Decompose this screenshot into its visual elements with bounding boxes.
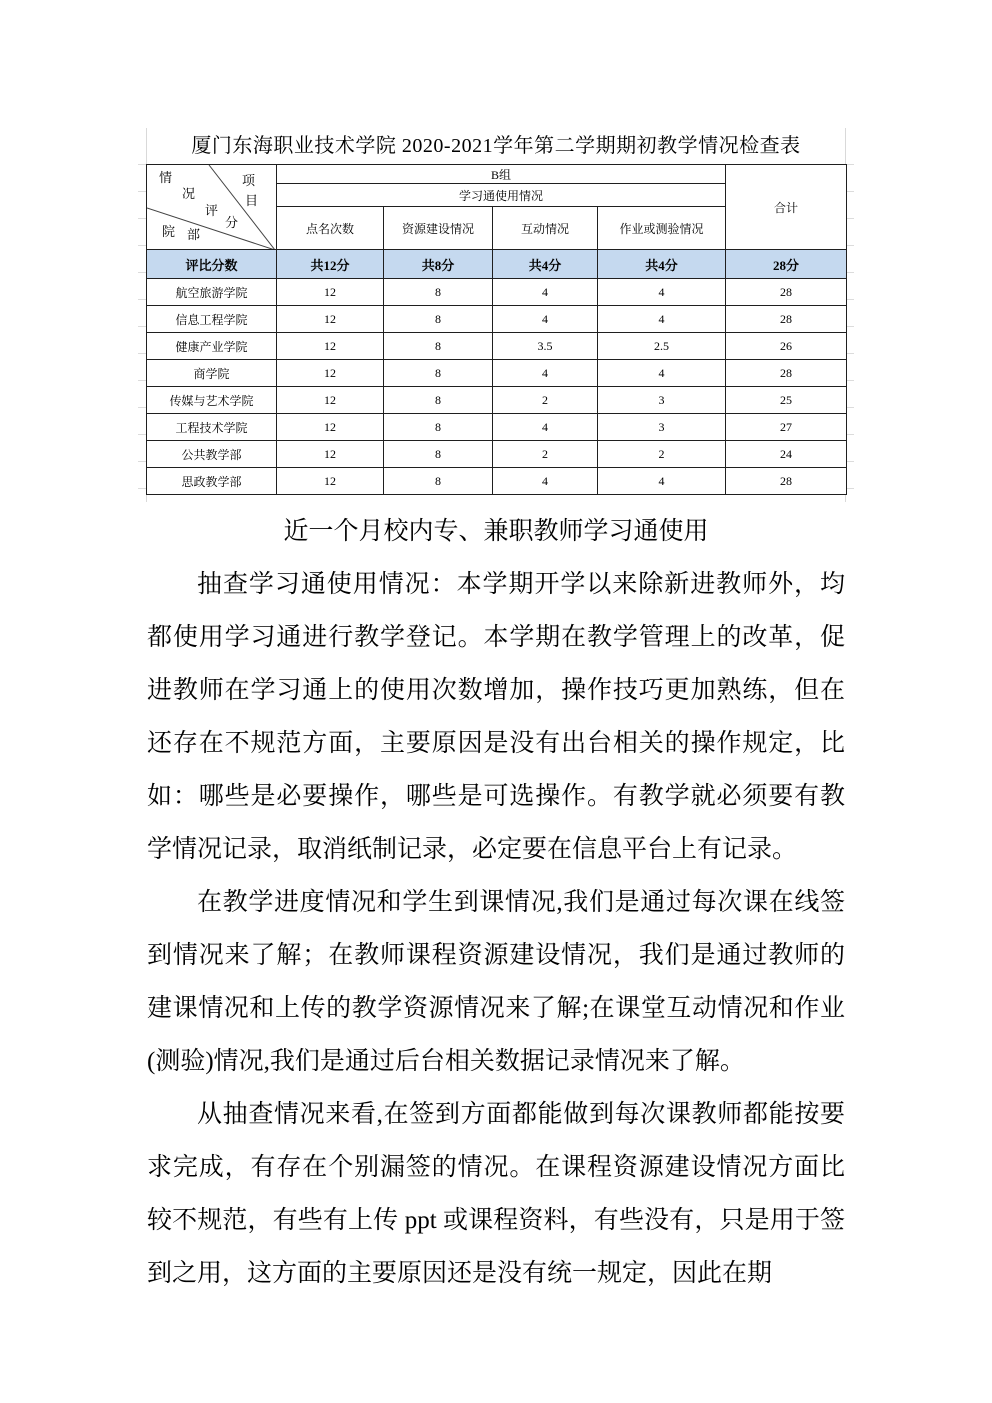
cell: 12 (277, 468, 384, 495)
cell: 8 (384, 360, 493, 387)
cell: 28 (726, 279, 847, 306)
paragraph-1: 抽查学习通使用情况：本学期开学以来除新进教师外，均都使用学习通进行教学登记。本学期在教学管理上的改革，促进教师在学习通上的使用次数增加，操作技巧更加熟练，但在还存在不规范方面，主要原因是没有出台相关的操作规定，比如：哪些是必要操作，哪些是可选操作。有教学就必须要有教学情况记录，取消纸制记录，必定要在信息平台上有记录。 (147, 571, 845, 863)
row-label: 评比分数 (147, 250, 277, 279)
cell: 12 (277, 387, 384, 414)
cell: 4 (598, 468, 726, 495)
cell: 3 (598, 387, 726, 414)
cell: 4 (493, 306, 598, 333)
column-header: 互动情况 (493, 207, 598, 250)
cell: 4 (598, 279, 726, 306)
corner-label-qing: 情 (159, 170, 173, 185)
cell: 4 (493, 360, 598, 387)
cell: 4 (493, 468, 598, 495)
gridline-stub-bottom-left (146, 494, 147, 502)
gridline-stubs-left (138, 164, 146, 495)
table-row (147, 441, 847, 468)
row-label: 公共教学部 (147, 441, 277, 468)
cell: 8 (384, 414, 493, 441)
cell: 3 (598, 414, 726, 441)
cell: 12 (277, 333, 384, 360)
cell: 共8分 (384, 250, 493, 279)
cell: 28 (726, 306, 847, 333)
cell: 共4分 (598, 250, 726, 279)
cell: 8 (384, 387, 493, 414)
cell: 28分 (726, 250, 847, 279)
row-label: 商学院 (147, 360, 277, 387)
table-row (147, 306, 847, 333)
column-header: 点名次数 (277, 207, 384, 250)
row-label: 航空旅游学院 (147, 279, 277, 306)
cell: 8 (384, 441, 493, 468)
cell: 共4分 (493, 250, 598, 279)
table-title: 厦门东海职业技术学院 2020-2021学年第二学期期初教学情况检查表 (146, 128, 846, 164)
cell: 12 (277, 279, 384, 306)
table-row (147, 333, 847, 360)
diagonal-header-graphic (147, 165, 275, 249)
cell: 12 (277, 414, 384, 441)
score-row (147, 250, 847, 279)
gridline-stub-bottom-right (845, 494, 846, 502)
row-label: 传媒与艺术学院 (147, 387, 277, 414)
corner-label-mu: 目 (245, 193, 259, 208)
corner-label-fen: 分 (225, 215, 239, 230)
corner-label-kuang: 况 (182, 186, 196, 201)
paragraph-3: 从抽查情况来看,在签到方面都能做到每次课教师都能按要求完成，有存在个别漏签的情况。在课程资源建设情况方面比较不规范，有些有上传 ppt 或课程资料，有些没有，只是用于签到之用，这方面的主要原因还是没有统一规定，因此在期 (147, 1101, 845, 1287)
table-row (147, 468, 847, 495)
gridline-stubs-right (846, 164, 854, 495)
cell: 8 (384, 468, 493, 495)
column-header: 资源建设情况 (384, 207, 493, 250)
score-table (146, 164, 847, 495)
row-label: 思政教学部 (147, 468, 277, 495)
row-label: 工程技术学院 (147, 414, 277, 441)
cell: 26 (726, 333, 847, 360)
corner-label-yuan: 院 (162, 224, 176, 239)
table-row (147, 279, 847, 306)
row-label: 信息工程学院 (147, 306, 277, 333)
cell: 25 (726, 387, 847, 414)
subgroup-header: 学习通使用情况 (277, 184, 726, 207)
cell: 2.5 (598, 333, 726, 360)
cell: 4 (598, 306, 726, 333)
cell: 12 (277, 360, 384, 387)
total-header: 合计 (726, 165, 847, 250)
cell: 8 (384, 306, 493, 333)
cell: 4 (598, 360, 726, 387)
row-label: 健康产业学院 (147, 333, 277, 360)
table-row (147, 360, 847, 387)
paragraph-2: 在教学进度情况和学生到课情况,我们是通过每次课在线签到情况来了解；在教师课程资源建设情况，我们是通过教师的建课情况和上传的教学资源情况来了解;在课堂互动情况和作业(测验)情况,我们是通过后台相关数据记录情况来了解。 (147, 889, 845, 1075)
cell: 24 (726, 441, 847, 468)
section-heading: 近一个月校内专、兼职教师学习通使用 (283, 518, 709, 545)
cell: 3.5 (493, 333, 598, 360)
cell: 8 (384, 333, 493, 360)
cell: 2 (598, 441, 726, 468)
corner-label-bu: 部 (187, 227, 201, 242)
cell: 2 (493, 387, 598, 414)
group-header: B组 (277, 165, 726, 184)
cell: 4 (493, 414, 598, 441)
table-row (147, 414, 847, 441)
cell: 27 (726, 414, 847, 441)
cell: 28 (726, 468, 847, 495)
table-row (147, 387, 847, 414)
cell: 12 (277, 441, 384, 468)
corner-label-xiang: 项 (242, 173, 256, 188)
cell: 8 (384, 279, 493, 306)
body-text (147, 505, 845, 1300)
cell: 共12分 (277, 250, 384, 279)
cell: 12 (277, 306, 384, 333)
corner-label-ping: 评 (205, 203, 219, 218)
cell: 4 (493, 279, 598, 306)
diagonal-header-cell (147, 165, 277, 250)
cell: 2 (493, 441, 598, 468)
cell: 28 (726, 360, 847, 387)
column-header: 作业或测验情况 (598, 207, 726, 250)
